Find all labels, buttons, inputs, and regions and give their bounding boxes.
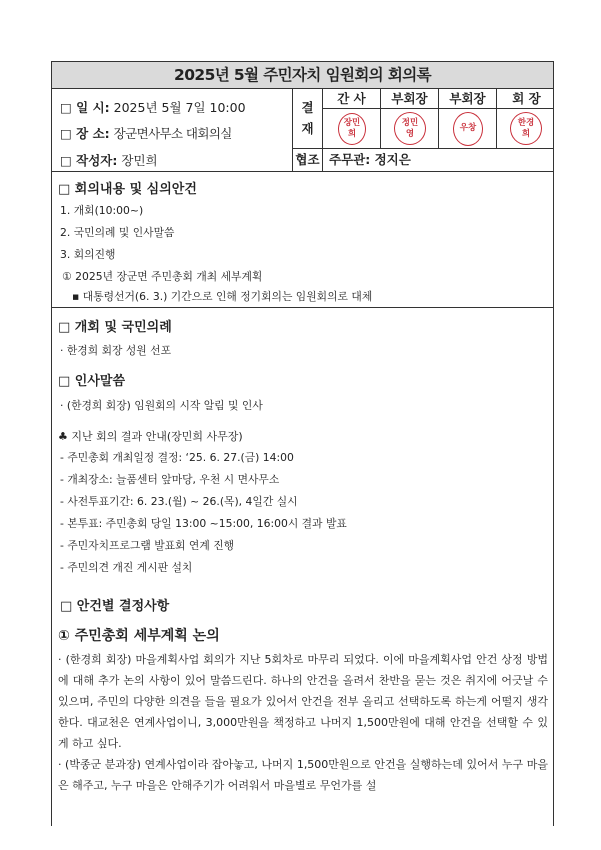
agenda-subheading: ① 주민총회 세부계획 논의: [58, 628, 220, 644]
opening-heading: □ 개회 및 국민의례: [58, 320, 172, 335]
agenda-heading: □ 회의내용 및 심의안건: [58, 182, 197, 197]
document-title: 2025년 5월 주민자치 임원회의 회의록: [52, 62, 553, 89]
past-results-heading: ♣ 지난 회의 결과 안내(장민희 사무장): [58, 430, 243, 443]
agenda-item: 1. 개회(10:00~): [60, 204, 144, 217]
approval-table: [292, 89, 554, 171]
approval-header-secretary: 간 사: [323, 89, 381, 109]
agenda-item: ▪ 대통령선거(6. 3.) 기간으로 인해 정기회의는 임원회의로 대체: [72, 290, 373, 303]
place-row: [60, 124, 232, 142]
approval-header-vice-2: 부회장: [439, 89, 497, 109]
agenda-section: [52, 172, 553, 308]
past-result-item: - 사전투표기간: 6. 23.(월) ~ 26.(목), 4일간 실시: [60, 495, 298, 508]
approval-slot-secretary: [323, 109, 381, 149]
seal-stamp: 정민 영: [394, 112, 426, 145]
greeting-text: · (한경희 회장) 임원회의 시작 알림 및 인사: [60, 399, 263, 412]
agenda-item: ① 2025년 장군면 주민총회 개최 세부계획: [62, 270, 263, 283]
author-label: □ 작성자:: [60, 153, 118, 168]
approval-slot-vice-1: [381, 109, 439, 149]
approval-side-2: 재: [301, 121, 314, 136]
past-result-item: - 주민자치프로그램 발표회 연계 진행: [60, 539, 235, 552]
minutes-body: [52, 308, 553, 826]
date-row: [60, 98, 246, 116]
discussion-text: [58, 649, 548, 796]
approval-slot-chair: [497, 109, 554, 149]
approval-side-label: [293, 89, 323, 149]
approval-slot-vice-2: [439, 109, 497, 149]
approval-side-1: 결: [301, 100, 314, 115]
coop-value: 주무관: 정지은: [329, 152, 411, 167]
discussion-paragraph: · (한경희 회장) 마을계획사업 회의가 지난 5회차로 마무리 되었다. 이에 마을계획사업 안건 상정 방법에 대해 추가 논의 사항이 있어 말씀드린다. 하나의 안건을 올려서 찬반을 묻는 것은 취지에 어긋날 수 있으며, 주민의 다양한 의견을 들을 필요가 있어서 안건을 전부 올리고 선택하도록 하는게 어떨지 생각한다. 대교천은 연계사업이니, 3,000만원을 책정하고 나머지 1,500만원에 대해 안건을 선택할 수 있게 하고 싶다.: [58, 653, 548, 750]
agenda-item: 3. 회의진행: [60, 248, 116, 261]
date-label: □ 일 시:: [60, 100, 110, 115]
past-result-item: - 본투표: 주민총회 당일 13:00 ~15:00, 16:00시 결과 발표: [60, 517, 347, 530]
author-value: 장민희: [121, 153, 158, 168]
opening-text: · 한경희 회장 성원 선포: [60, 344, 172, 357]
meeting-info: [52, 89, 292, 171]
date-value: 2025년 5월 7일 10:00: [113, 100, 246, 115]
past-result-item: - 개최장소: 늘품센터 앞마당, 우천 시 면사무소: [60, 473, 280, 486]
seal-stamp: 한경 희: [510, 112, 542, 145]
decision-heading: □ 안건별 결정사항: [60, 599, 170, 614]
author-row: [60, 151, 158, 169]
greeting-heading: □ 인사말씀: [58, 374, 126, 389]
place-value: 장군면사무소 대회의실: [113, 126, 232, 141]
seal-stamp: 장민 희: [338, 113, 366, 145]
past-result-item: - 주민의견 개진 게시판 설치: [60, 561, 193, 574]
approval-header-vice-1: 부회장: [381, 89, 439, 109]
meeting-info-block: [52, 89, 553, 172]
discussion-paragraph: · (박종군 분과장) 연계사업이라 잡아놓고, 나머지 1,500만원으로 안건을 실행하는데 있어서 누구 마을은 해주고, 누구 마을은 안해주기가 어려워서 마을별로 무언가를 설: [58, 758, 548, 792]
minutes-document: [51, 61, 554, 826]
coop-label: 협조: [293, 149, 323, 171]
past-result-item: - 주민총회 개최일정 결정: ‘25. 6. 27.(금) 14:00: [60, 451, 294, 464]
place-label: □ 장 소:: [60, 126, 110, 141]
approval-header-chair: 회 장: [497, 89, 554, 109]
agenda-item: 2. 국민의례 및 인사말씀: [60, 226, 175, 239]
seal-stamp: 우창: [453, 112, 483, 146]
